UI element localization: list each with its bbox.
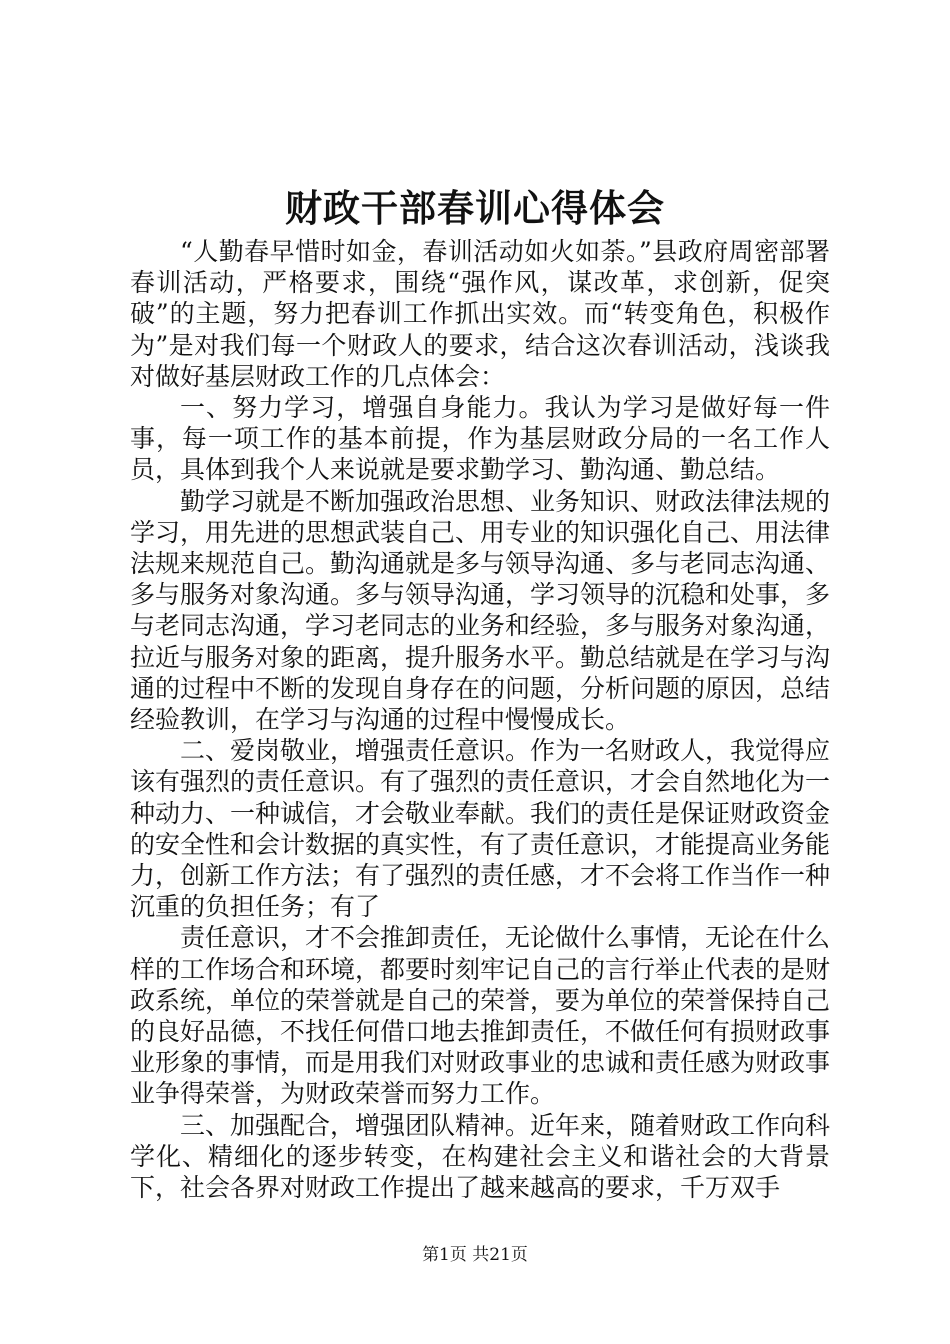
body-paragraph: 责任意识，才不会推卸责任，无论做什么事情，无论在什么样的工作场合和环境，都要时刻牢记自己的言行举止代表的是财政系统，单位的荣誉就是自己的荣誉，要为单位的荣誉保持自己的良好品德，不找任何借口地去推卸责任，不做任何有损财政事业形象的事情，而是用我们对财政事业的忠诚和责任感为财政事业争得荣誉，为财政荣誉而努力工作。 xyxy=(130,923,831,1109)
body-paragraph: 三、加强配合，增强团队精神。近年来，随着财政工作向科学化、精细化的逐步转变，在构建社会主义和谐社会的大背景下，社会各界对财政工作提出了越来越高的要求，千万双手 xyxy=(130,1110,831,1203)
body-paragraph: 二、爱岗敬业，增强责任意识。作为一名财政人，我觉得应该有强烈的责任意识。有了强烈的责任意识，才会自然地化为一种动力、一种诚信，才会敬业奉献。我们的责任是保证财政资金的安全性和会计数据的真实性，有了责任意识，才能提高业务能力，创新工作方法；有了强烈的责任感，才不会将工作当作一种沉重的负担任务；有了 xyxy=(130,736,831,922)
body-paragraph: 勤学习就是不断加强政治思想、业务知识、财政法律法规的学习，用先进的思想武装自己、用专业的知识强化自己、用法律法规来规范自己。勤沟通就是多与领导沟通、多与老同志沟通、多与服务对象沟通。多与领导沟通，学习领导的沉稳和处事，多与老同志沟通，学习老同志的业务和经验，多与服务对象沟通，拉近与服务对象的距离，提升服务水平。勤总结就是在学习与沟通的过程中不断的发现自身存在的问题，分析问题的原因，总结经验教训，在学习与沟通的过程中慢慢成长。 xyxy=(130,486,831,735)
body-paragraph: 一、努力学习，增强自身能力。我认为学习是做好每一件事，每一项工作的基本前提，作为基层财政分局的一名工作人员，具体到我个人来说就是要求勤学习、勤沟通、勤总结。 xyxy=(130,393,830,485)
document-title: 财政干部春训心得体会 xyxy=(285,186,665,230)
document-body xyxy=(130,236,830,1203)
body-paragraph: “人勤春早惜时如金，春训活动如火如荼。”县政府周密部署春训活动，严格要求，围绕“强作风，谋改革，求创新，促突破”的主题，努力把春训工作抓出实效。而“转变角色，积极作为”是对我们每一个财政人的要求，结合这次春训活动，浅谈我对做好基层财政工作的几点体会： xyxy=(130,237,830,391)
page-number-footer: 第1页 共21页 xyxy=(422,1245,528,1265)
